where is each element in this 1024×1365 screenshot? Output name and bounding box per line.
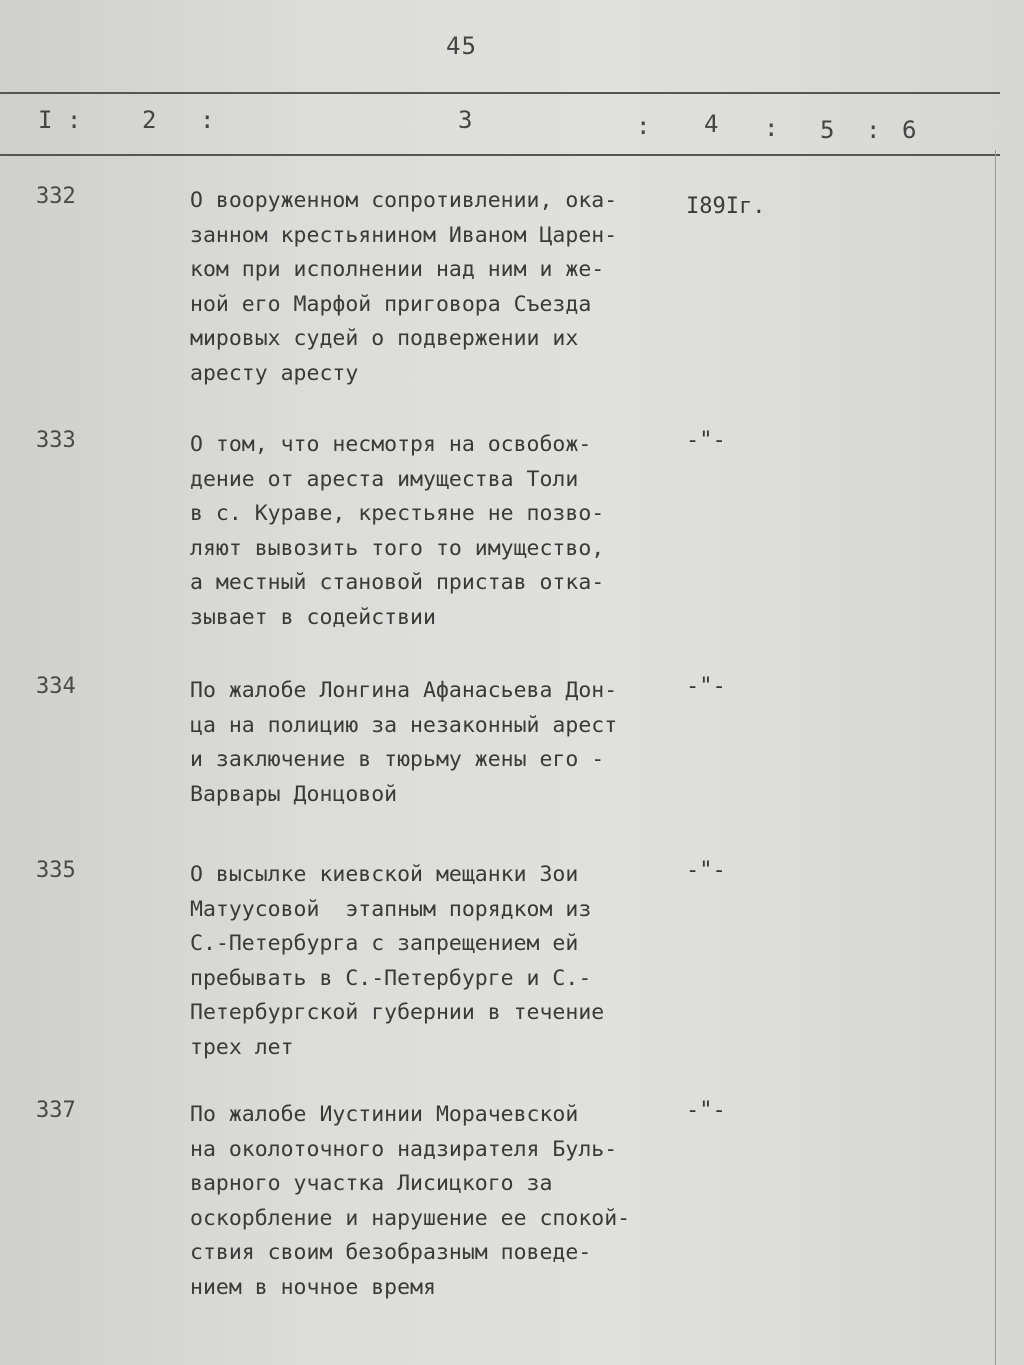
entry-date: -"- [686,858,726,883]
text-line: Петербургской губернии в течение [190,1000,605,1025]
column-separator: : [764,114,779,142]
text-line: нием в ночное время [190,1274,436,1300]
text-line: трех лет [190,1034,294,1060]
entry-date: -"- [686,674,726,699]
text-line: С.-Петербурга с запрещением ей [190,931,579,956]
text-line: О высылке киевской мещанки Зои [190,862,579,887]
text-line: Матуусовой этапным порядком из [190,896,592,922]
header-rule-top [0,92,1000,94]
column-header-2: 2 [142,106,157,134]
text-line: а местный становой пристав отка- [190,570,605,595]
column-separator: : [866,116,881,144]
column-header-6: 6 [902,116,917,144]
text-line: ца на полицию за незаконный арест [190,712,618,738]
entry-date: -"- [686,428,726,453]
text-line: О том, что несмотря на освобож- [190,432,592,457]
text-line: ляют вывозить того то имущество, [190,535,605,561]
text-line: По жалобе Иустинии Морачевской [190,1102,579,1127]
entry-description [190,674,680,812]
text-line: в с. Кураве, крестьяне не позво- [190,501,605,526]
text-line: дение от ареста имущества Толи [190,466,579,492]
text-line: По жалобе Лонгина Афанасьева Дон- [190,678,618,703]
text-line: аресту аресту [190,360,359,386]
text-line: пребывать в С.-Петербурге и С.- [190,965,592,991]
entry-description [190,428,680,635]
text-line: О вооруженном сопротивлении, ока- [190,188,618,213]
column-header-5: 5 [820,116,835,144]
header-rule-bottom [0,154,1000,156]
text-line: мировых судей о подвержении их [190,326,579,351]
text-line: ствия своим безобразным поведе- [190,1240,592,1265]
page-number: 45 [446,32,477,60]
entry-description [190,858,680,1065]
entry-number: 337 [36,1098,76,1123]
entry-description [190,1098,680,1305]
column-separator: : [200,106,215,134]
text-line: ком при исполнении над ним и же- [190,257,605,282]
text-line: зывает в содействии [190,604,436,630]
column-header-row [0,100,1000,150]
text-line: занном крестьянином Иваном Царен- [190,222,618,248]
text-line: и заключение в тюрьму жены его - [190,747,605,772]
entry-number: 332 [36,184,76,209]
entry-date: I89Iг. [686,194,766,219]
text-line: на околоточного надзирателя Буль- [190,1136,618,1162]
entry-number: 333 [36,428,76,453]
text-line: оскорбление и нарушение ее спокой- [190,1205,631,1231]
entry-description [190,184,680,391]
entry-date: -"- [686,1098,726,1123]
column-header-1: I : [38,106,82,134]
entry-number: 334 [36,674,76,699]
page-edge-line [995,150,996,1365]
column-header-3: 3 [458,106,473,134]
text-line: варного участка Лисицкого за [190,1171,553,1196]
text-line: ной его Марфой приговора Съезда [190,291,592,317]
text-line: Варвары Донцовой [190,781,398,807]
column-separator: : [636,112,651,140]
column-header-4: 4 [704,110,719,138]
entry-number: 335 [36,858,76,883]
